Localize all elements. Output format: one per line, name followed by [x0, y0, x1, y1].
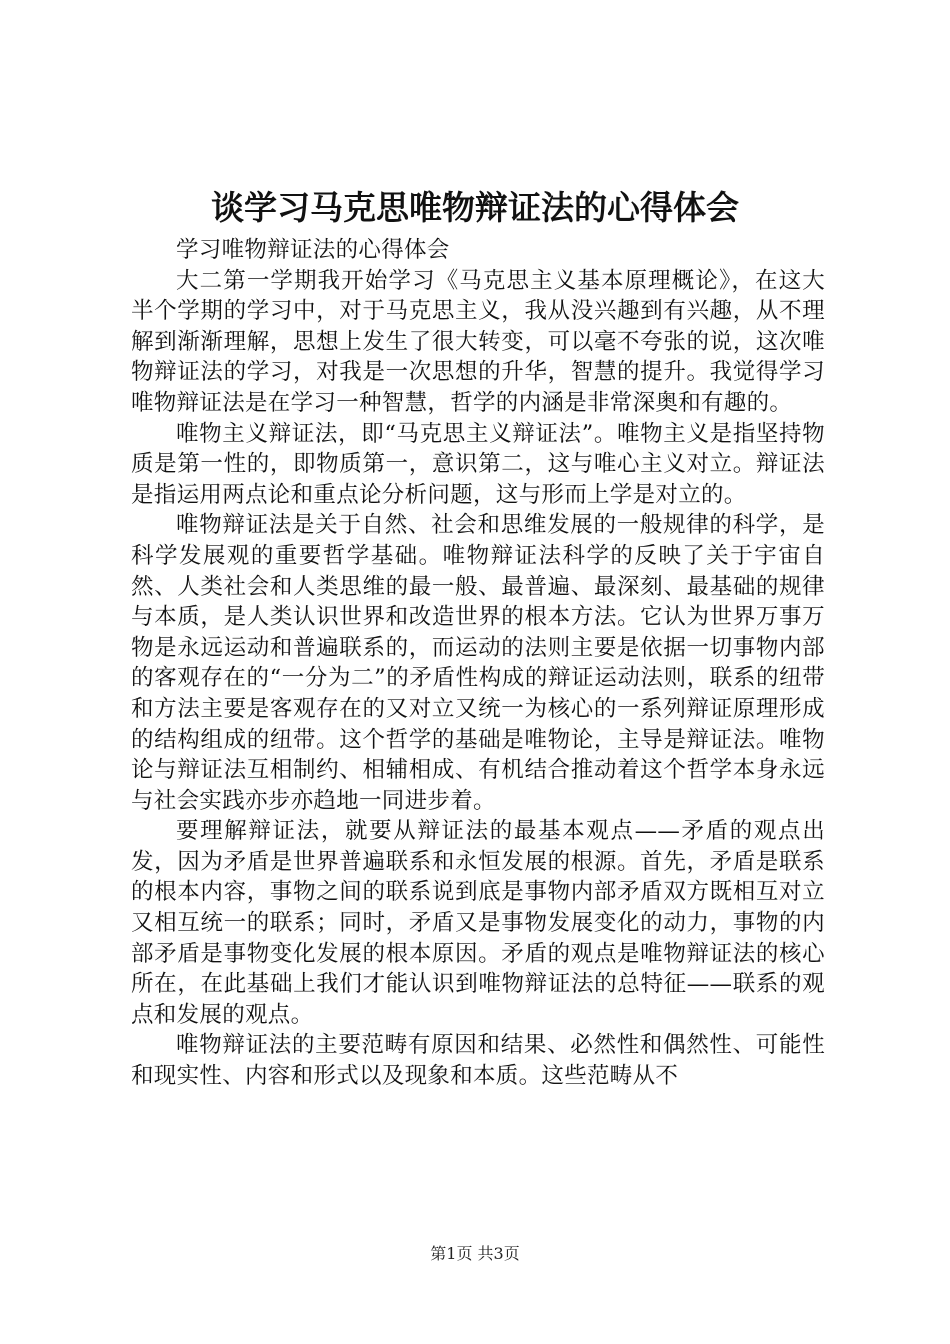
paragraph: 大二第一学期我开始学习《马克思主义基本原理概论》，在这大半个学期的学习中，对于马克思主义，我从没兴趣到有兴趣，从不理解到渐渐理解，思想上发生了很大转变，可以毫不夸张的说，这次唯物辩证法的学习，对我是一次思想的升华，智慧的提升。我觉得学习唯物辩证法是在学习一种智慧，哲学的内涵是非常深奥和有趣的。	[131, 267, 825, 416]
paragraph: 唯物辩证法是关于自然、社会和思维发展的一般规律的科学，是科学发展观的重要哲学基础。唯物辩证法科学的反映了关于宇宙自然、人类社会和人类思维的最一般、最普遍、最深刻、最基础的规律与本质，是人类认识世界和改造世界的根本方法。它认为世界万事万物是永远运动和普遍联系的，而运动的法则主要是依据一切事物内部的客观存在的“一分为二”的矛盾性构成的辩证运动法则，联系的纽带和方法主要是客观存在的又对立又统一为核心的一系列辩证原理形成的结构组成的纽带。这个哲学的基础是唯物论，主导是辩证法。唯物论与辩证法互相制约、相辅相成、有机结合推动着这个哲学本身永远与社会实践亦步亦趋地一同进步着。	[131, 512, 825, 814]
document-body	[131, 235, 825, 1092]
paragraph: 唯物辩证法的主要范畴有原因和结果、必然性和偶然性、可能性和现实性、内容和形式以及现象和本质。这些范畴从不	[131, 1032, 825, 1090]
paragraph: 要理解辩证法，就要从辩证法的最基本观点——矛盾的观点出发，因为矛盾是世界普遍联系和永恒发展的根源。首先，矛盾是联系的根本内容，事物之间的联系说到底是事物内部矛盾双方既相互对立又相互统一的联系；同时，矛盾又是事物发展变化的动力，事物的内部矛盾是事物变化发展的根本原因。矛盾的观点是唯物辩证法的核心所在，在此基础上我们才能认识到唯物辩证法的总特征——联系的观点和发展的观点。	[131, 818, 825, 1028]
paragraph-subtitle: 学习唯物辩证法的心得体会	[176, 237, 450, 263]
paragraph: 唯物主义辩证法，即“马克思主义辩证法”。唯物主义是指坚持物质是第一性的，即物质第一，意识第二，这与唯心主义对立。辩证法是指运用两点论和重点论分析问题，这与形而上学是对立的。	[131, 420, 825, 508]
page-title: 谈学习马克思唯物辩证法的心得体会	[211, 188, 739, 227]
page-number-footer: 第1页 共3页	[430, 1244, 520, 1263]
